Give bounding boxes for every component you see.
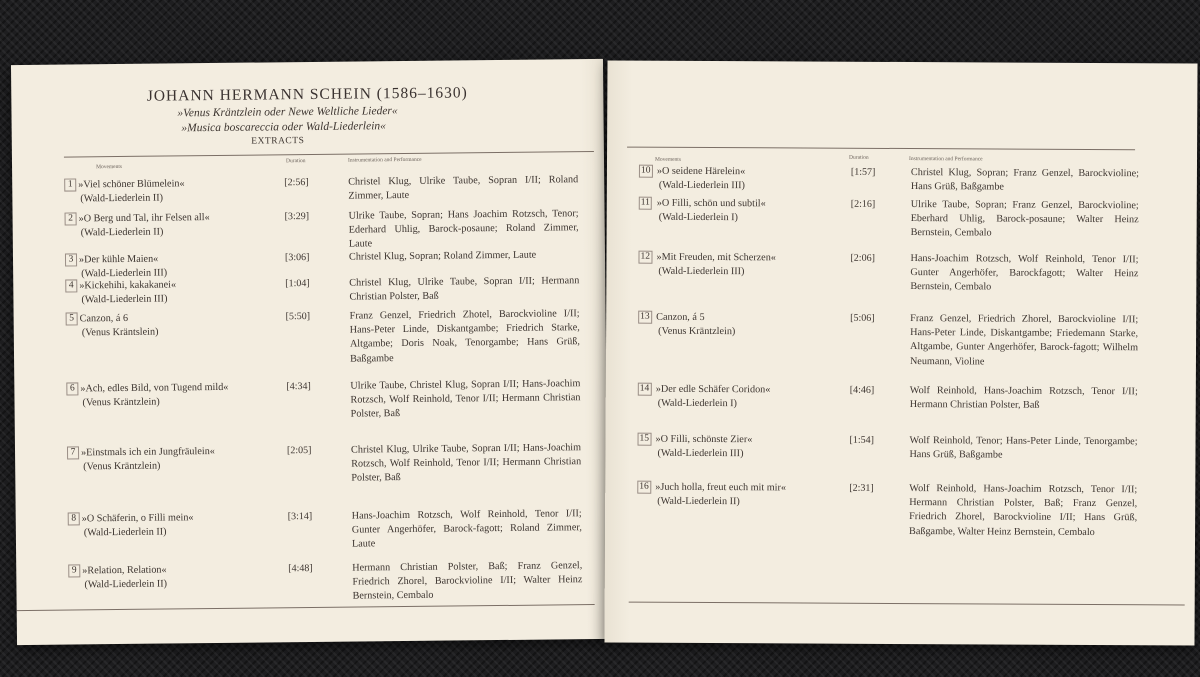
track-row [639, 197, 1159, 239]
track-row [66, 377, 596, 420]
track-number: 8 [68, 512, 80, 525]
col-movements: Movements [96, 163, 123, 171]
track-title: »O Berg und Tal, ihr Felsen all« [78, 212, 210, 225]
track-title-cell [657, 197, 842, 226]
track-title-cell [79, 277, 264, 307]
track-title: »Relation, Relation« [82, 564, 167, 577]
track-source: (Wald-Liederlein III) [81, 293, 168, 306]
track-number: 1 [64, 178, 76, 191]
track-row [639, 165, 1159, 193]
track-duration: [3:14] [287, 510, 313, 523]
track-title-cell [656, 383, 841, 412]
track-title-cell [78, 176, 263, 206]
track-title-cell [80, 380, 265, 410]
track-source: (Wald-Liederlein II) [80, 226, 164, 239]
track-title: »Juch holla, freut euch mit mir« [655, 481, 787, 494]
track-duration: [3:29] [284, 211, 310, 223]
track-title: Canzon, á 5 [656, 311, 705, 323]
track-source: (Venus Kräntslein) [81, 326, 159, 339]
footer-rule-right [629, 602, 1185, 606]
track-source: (Wald-Liederlein II) [657, 495, 740, 508]
track-title: »Der edle Schäfer Coridon« [655, 383, 771, 396]
col-performance: Instrumentation and Performance [347, 156, 422, 164]
track-row [68, 559, 598, 602]
track-row [68, 507, 598, 550]
track-number: 12 [638, 251, 652, 264]
track-number: 14 [638, 383, 652, 396]
track-source: (Wald-Liederlein III) [81, 267, 168, 280]
track-duration: [5:06] [850, 312, 875, 324]
track-duration: [1:57] [850, 166, 876, 178]
track-duration: [2:56] [284, 177, 309, 189]
track-performers: Ulrike Taube, Sopran; Hans Joachim Rotzsch, Tenor; Ederhard Uhlig, Barock-posaune; Roland Zimmer, Laute [348, 208, 579, 250]
col-duration-right: Duration [849, 154, 869, 161]
track-performers: Hermann Christian Polster, Baß; Franz Genzel, Friedrich Zhorel, Barockvioline I/II; Walter Heinz Bernstein, Cembalo [352, 560, 583, 602]
track-source: (Wald-Liederlein III) [657, 447, 744, 460]
header-rule [64, 151, 594, 158]
track-row [638, 311, 1158, 368]
track-duration: [4:46] [849, 384, 875, 396]
track-title: »Ach, edles Bild, von Tugend mild« [80, 381, 229, 395]
track-duration: [1:54] [849, 434, 875, 446]
track-performers: Wolf Reinhold, Hans-Joachim Rotzsch, Tenor I/II; Hermann Christian Polster, Baß [909, 385, 1138, 411]
track-source: (Wald-Liederlein II) [84, 578, 168, 591]
track-number: 3 [65, 253, 77, 266]
track-performers: Christel Klug, Sopran; Franz Genzel, Barockvioline; Hans Grüß, Baßgambe [910, 167, 1139, 193]
track-row [637, 481, 1157, 538]
track-title: »O Schäferin, o Filli mein« [81, 512, 194, 525]
track-title-cell [82, 562, 267, 592]
track-title-cell [655, 433, 840, 462]
track-source: (Venus Kräntzlein) [82, 396, 160, 409]
track-performers: Christel Klug, Sopran; Roland Zimmer, Laute [348, 249, 537, 263]
track-number: 16 [637, 481, 651, 494]
track-duration: [2:16] [850, 198, 876, 210]
track-title: »O seidene Härelein« [656, 165, 746, 178]
track-row [638, 433, 1158, 461]
track-row [65, 207, 595, 250]
track-source: (Venus Kräntzlein) [83, 460, 161, 473]
track-source: (Wald-Liederlein I) [657, 397, 737, 410]
track-performers: Franz Genzel, Friedrich Zhorel, Barockvioline I/II; Hans-Peter Linde, Diskantgambe; Friedemann Starke, Altgambe, Gunter Angerhöfer, Barock-fagott; Wilhelm Neumann, Violine [909, 313, 1139, 368]
track-source: (Wald-Liederlein III) [658, 179, 745, 192]
track-duration: [3:06] [284, 252, 310, 264]
track-performers: Christel Klug, Ulrike Taube, Sopran I/II; Hermann Christian Polster, Baß [349, 275, 580, 303]
subtitle-musica: »Musica boscareccia oder Wald-Liederlein« [181, 120, 386, 135]
track-row [65, 248, 595, 280]
track-title-cell [82, 510, 267, 540]
track-title: »O Filli, schön und subtil« [656, 197, 766, 210]
track-performers: Hans-Joachim Rotzsch, Wolf Reinhold, Tenor I/II; Gunter Angerhöfer, Barock-fagott; Roland Zimmer, Laute [351, 508, 582, 550]
track-duration: [2:06] [850, 252, 875, 264]
track-number: 13 [638, 311, 652, 324]
left-booklet-page [11, 59, 609, 645]
track-row [639, 251, 1159, 293]
track-row [638, 383, 1158, 411]
track-title: »O Filli, schönste Zier« [655, 433, 753, 446]
subtitle-venus: »Venus Kräntzlein oder Newe Weltliche Lieder« [177, 105, 398, 120]
track-title-cell [80, 310, 265, 340]
track-title: »Der kühle Maien« [78, 253, 159, 266]
track-row [67, 441, 597, 484]
track-duration: [1:04] [285, 277, 310, 290]
track-source: (Venus Kräntzlein) [658, 325, 736, 338]
track-source: (Wald-Liederlein III) [658, 265, 745, 278]
col-duration: Duration [285, 158, 306, 165]
track-duration: [5:50] [285, 310, 311, 323]
track-title: »Kickehihi, kakakanei« [79, 279, 177, 292]
col-movements-right: Movements [654, 156, 682, 163]
track-duration: [4:48] [288, 562, 313, 575]
footer-rule [17, 604, 595, 611]
track-row [66, 307, 596, 365]
track-number: 7 [67, 446, 79, 459]
track-title-cell [657, 165, 842, 194]
header-rule-right [627, 147, 1135, 151]
track-performers: Ulrike Taube, Christel Klug, Sopran I/II; Hans-Joachim Rotzsch, Wolf Reinhold, Tenor I/II; Hermann Christian Polster, Baß [350, 378, 581, 420]
right-booklet-page [604, 60, 1197, 645]
track-performers: Wolf Reinhold, Tenor; Hans-Peter Linde, Tenorgambe; Hans Grüß, Baßgambe [909, 435, 1138, 461]
track-title: »Mit Freuden, mit Scherzen« [656, 251, 776, 264]
track-title: »Viel schöner Blümelein« [78, 178, 185, 191]
track-performers: Wolf Reinhold, Hans-Joachim Rotzsch, Tenor I/II; Hermann Christian Polster, Baß; Franz Genzel, Friedrich Zhorel, Barockvioline I/II; Hans Grüß, Baßgambe, Walter Heinz Bernstein, Cembalo [909, 483, 1138, 538]
track-title-cell [656, 311, 841, 340]
track-number: 10 [639, 165, 653, 178]
extracts-label: EXTRACTS [251, 136, 305, 147]
track-title: »Einstmals ich ein Jungfräulein« [80, 446, 215, 459]
track-number: 4 [65, 279, 77, 292]
track-title-cell [656, 251, 841, 280]
track-source: (Wald-Liederlein II) [83, 526, 167, 539]
track-source: (Wald-Liederlein I) [658, 211, 738, 224]
track-source: (Wald-Liederlein II) [80, 192, 164, 205]
track-title-cell [81, 444, 266, 474]
track-row [64, 173, 594, 205]
track-number: 5 [66, 312, 78, 325]
track-performers: Christel Klug, Ulrike Taube, Sopran I/II; Hans-Joachim Rotzsch, Wolf Reinhold, Tenor I/II; Hermann Christian Polster, Baß [350, 442, 582, 484]
col-performance-right: Instrumentation and Performance [909, 156, 983, 163]
track-performers: Ulrike Taube, Sopran; Franz Genzel, Barockvioline; Eberhard Uhlig, Barock-posaune; Walter Heinz Bernstein, Cembalo [910, 199, 1139, 239]
track-title-cell [655, 481, 840, 510]
track-number: 11 [639, 197, 652, 210]
track-number: 9 [68, 564, 80, 577]
track-number: 15 [638, 433, 652, 446]
track-duration: [2:31] [849, 482, 874, 494]
track-title-cell [79, 210, 264, 240]
track-performers: Christel Klug, Ulrike Taube, Sopran I/II; Roland Zimmer, Laute [348, 174, 579, 202]
composer-title: JOHANN HERMANN SCHEIN (1586–1630) [146, 84, 468, 105]
track-duration: [4:34] [286, 380, 311, 393]
track-performers: Hans-Joachim Rotzsch, Wolf Reinhold, Tenor I/II; Gunter Angerhöfer, Barockfagott; Walter Heinz Bernstein, Cembalo [910, 253, 1139, 293]
track-number: 6 [66, 382, 78, 395]
track-title: Canzon, á 6 [79, 312, 129, 325]
track-number: 2 [65, 212, 77, 225]
track-performers: Franz Genzel, Friedrich Zhotel, Barockvioline I/II; Hans-Peter Linde, Diskantgambe; Friedrich Starke, Altgambe; Doris Noak, Tenorgambe; Hans Grüß, Baßgambe [349, 308, 580, 365]
track-duration: [2:05] [286, 444, 312, 457]
